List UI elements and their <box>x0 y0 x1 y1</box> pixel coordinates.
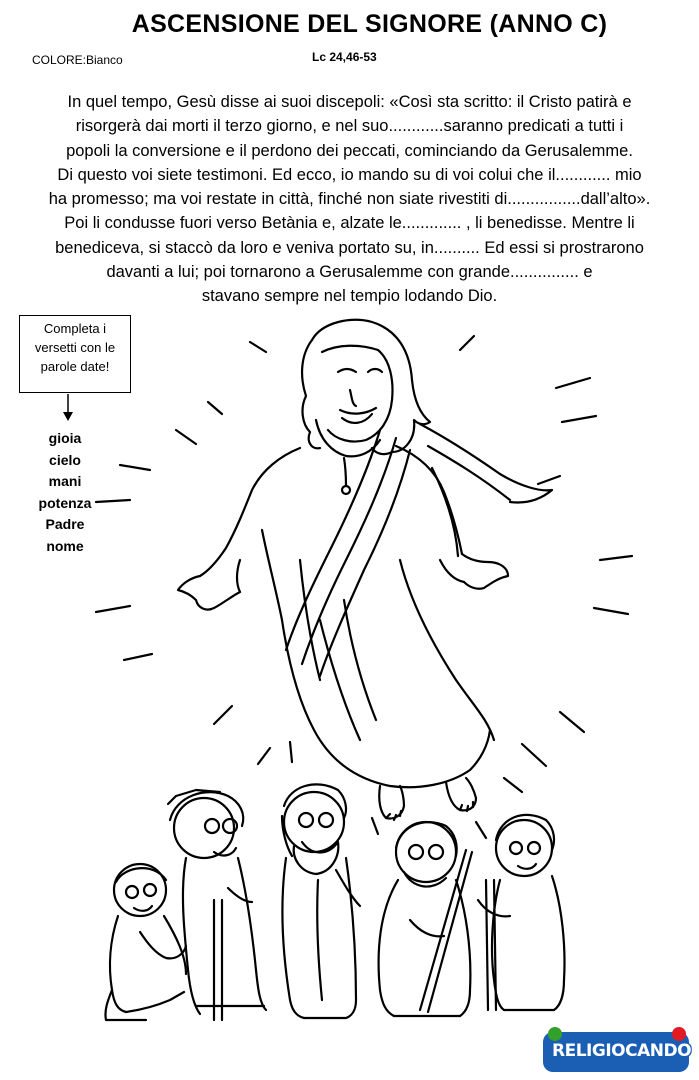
disciples-group <box>105 784 564 1020</box>
word-bank-item: nome <box>46 537 84 554</box>
instruction-box: Completa i versetti con le parole date! <box>19 315 131 393</box>
light-rays <box>96 336 632 838</box>
word-bank-item: mani <box>48 473 82 490</box>
passage-line: In quel tempo, Gesù disse ai suoi discepoli: «Così sta scritto: il Cristo patirà e <box>67 93 632 111</box>
passage-line: risorgerà dai morti il terzo giorno, e nel suo............saranno predicati a tutti i <box>75 117 624 136</box>
word-bank-item: cielo <box>49 451 81 468</box>
page-title: ASCENSIONE DEL SIGNORE (ANNO C) <box>131 10 608 38</box>
passage-line: Poi li condusse fuori verso Betània e, alzate le............. , li benedisse. Mentre li <box>64 214 635 233</box>
passage-line: stavano sempre nel tempio lodando Dio. <box>201 287 498 306</box>
passage-line: davanti a lui; poi tornarono a Gerusalemme con grande............... e <box>106 263 593 282</box>
jesus-figure <box>178 320 552 820</box>
passage-line: benediceva, si staccò da loro e veniva portato su, in.......... Ed essi si prostrarono <box>55 238 644 257</box>
liturgical-color: COLORE:Bianco <box>32 53 123 67</box>
word-bank-item: gioia <box>48 430 82 446</box>
passage-line: Di questo voi siete testimoni. Ed ecco, io mando su di voi colui che il............ mio <box>57 165 642 184</box>
gospel-reference: Lc 24,46-53 <box>312 50 377 64</box>
word-bank-item: potenza <box>38 494 92 511</box>
logo-text: RELIGIOCANDO <box>552 1041 692 1061</box>
passage-line: popoli la conversione e il perdono dei peccati, cominciando da Gerusalemme. <box>66 141 633 160</box>
passage-line: ha promesso; ma voi restate in città, finché non siate rivestiti di................dall’alto». <box>48 190 651 209</box>
word-bank-item: Padre <box>45 516 85 533</box>
